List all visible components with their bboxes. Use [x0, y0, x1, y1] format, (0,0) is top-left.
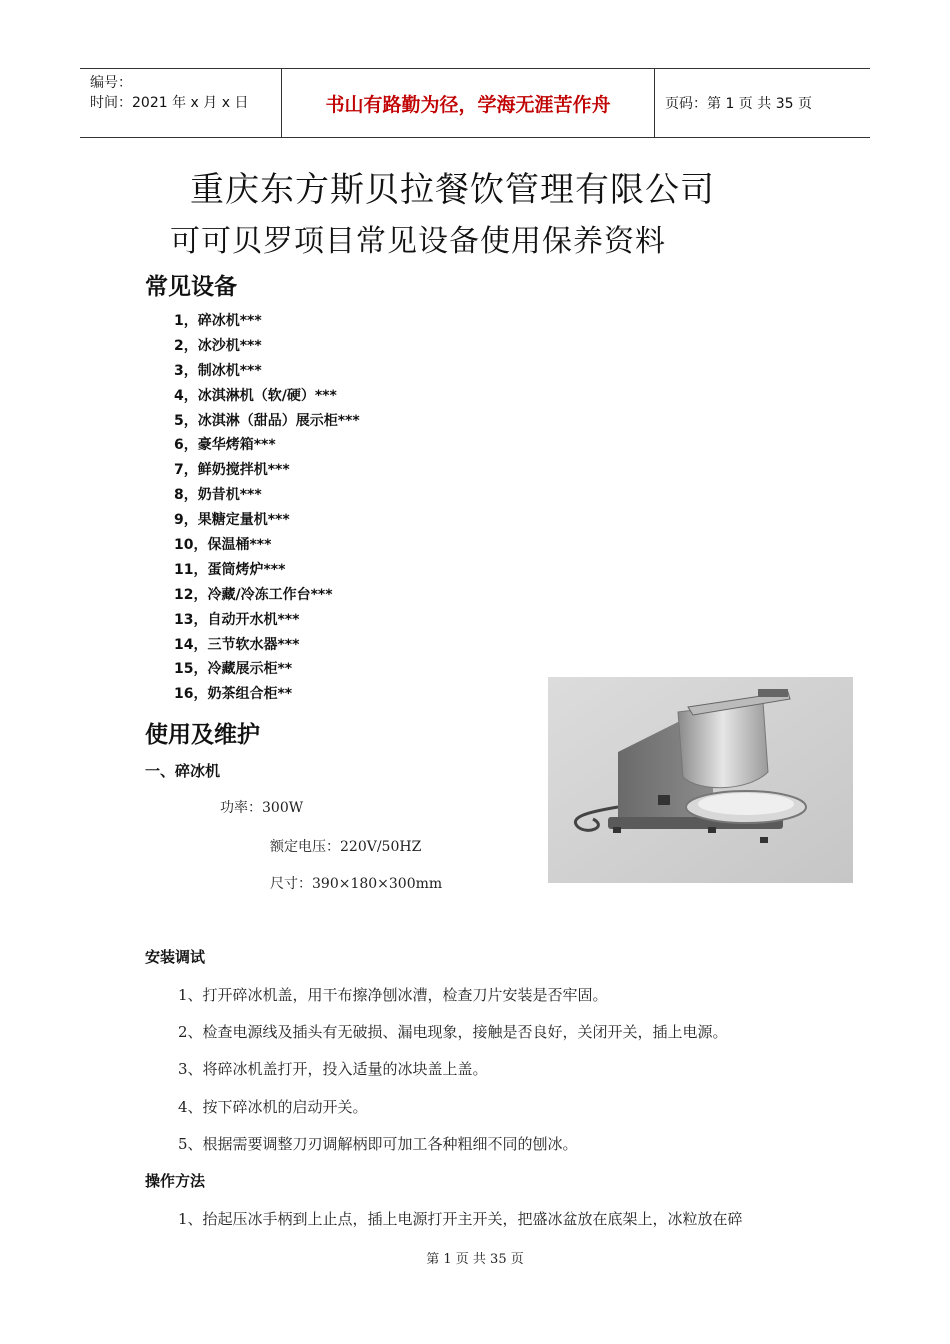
ice-crusher-photo [548, 677, 853, 883]
install-step: 4、按下碎冰机的启动开关。 [178, 1098, 368, 1116]
document-time: 时间：2021 年 x 月 x 日 [90, 95, 249, 111]
page-footer: 第 1 页 共 35 页 [426, 1252, 524, 1267]
list-item: 12，冷藏/冷冻工作台*** [174, 586, 333, 603]
list-item: 5，冰淇淋（甜品）展示柜*** [174, 412, 360, 429]
document-header [80, 68, 870, 138]
document-title: 可可贝罗项目常见设备使用保养资料 [170, 224, 666, 259]
equipment-heading: 常见设备 [145, 274, 237, 300]
document-number-label: 编号： [90, 75, 132, 91]
list-item: 13，自动开水机*** [174, 611, 300, 628]
install-heading: 安装调试 [145, 948, 206, 966]
operation-heading: 操作方法 [145, 1172, 206, 1190]
install-step: 1、打开碎冰机盖，用干布擦净刨冰漕，检查刀片安装是否牢固。 [178, 986, 608, 1004]
list-item: 8，奶昔机*** [174, 487, 262, 504]
equipment-list [174, 309, 360, 707]
spec-size: 尺寸：390×180×300mm [270, 876, 443, 892]
list-item: 4，冰淇淋机（软/硬）*** [174, 387, 337, 404]
list-item: 3，制冰机*** [174, 362, 262, 379]
spec-voltage: 额定电压：220V/50HZ [270, 839, 422, 855]
spec-power: 功率：300W [220, 800, 304, 816]
list-item: 7，鲜奶搅拌机*** [174, 462, 290, 479]
header-motto: 书山有路勤为径，学海无涯苦作舟 [282, 69, 655, 137]
list-item: 16，奶茶组合柜** [174, 686, 293, 703]
operation-step: 1、抬起压冰手柄到上止点，插上电源打开主开关，把盛冰盆放在底架上，冰粒放在碎 [178, 1210, 743, 1228]
header-meta [80, 69, 282, 137]
list-item: 15，冷藏展示柜** [174, 661, 293, 678]
list-item: 9，果糖定量机*** [174, 512, 290, 529]
list-item: 1，碎冰机*** [174, 313, 262, 329]
ice-crusher-heading: 一、碎冰机 [145, 762, 221, 780]
install-step: 2、检查电源线及插头有无破损、漏电现象，接触是否良好，关闭开关，插上电源。 [178, 1023, 728, 1041]
list-item: 6，豪华烤箱*** [174, 437, 276, 454]
usage-heading: 使用及维护 [145, 722, 260, 748]
install-step: 5、根据需要调整刀刃调解柄即可加工各种粗细不同的刨冰。 [178, 1135, 578, 1153]
header-page-info: 页码：第 1 页 共 35 页 [665, 96, 812, 112]
list-item: 2，冰沙机*** [174, 337, 262, 354]
list-item: 14，三节软水器*** [174, 636, 300, 653]
list-item: 11，蛋筒烤炉*** [174, 561, 286, 578]
list-item: 10，保温桶*** [174, 537, 272, 554]
company-title: 重庆东方斯贝拉餐饮管理有限公司 [190, 170, 715, 210]
install-step: 3、将碎冰机盖打开，投入适量的冰块盖上盖。 [178, 1060, 488, 1078]
